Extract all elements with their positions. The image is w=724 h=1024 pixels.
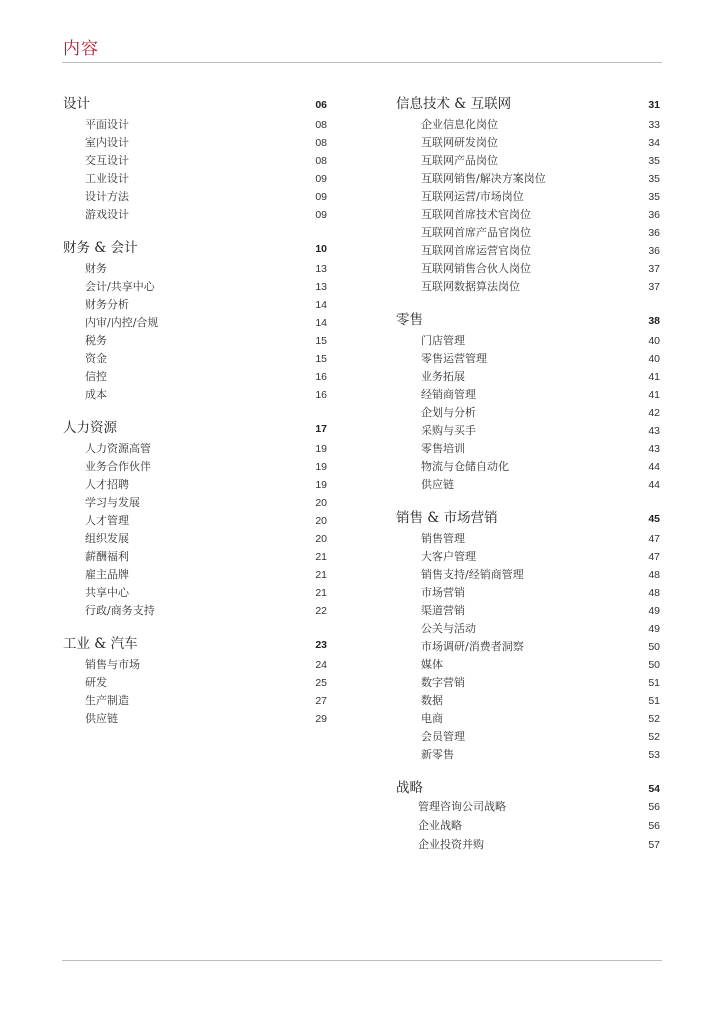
toc-section bbox=[396, 92, 660, 296]
page-title: 内容 bbox=[63, 39, 99, 59]
entry-page-number: 08 bbox=[315, 119, 327, 131]
entry-label: 室内设计 bbox=[85, 136, 129, 149]
entry-label: 人力资源高管 bbox=[85, 442, 151, 455]
entry-label: 数字营销 bbox=[421, 676, 465, 689]
toc-section bbox=[396, 308, 660, 494]
entry-label: 电商 bbox=[421, 712, 443, 725]
toc-left-column bbox=[63, 92, 327, 740]
toc-entry[interactable] bbox=[396, 548, 660, 566]
entry-label: 互联网数据算法岗位 bbox=[421, 280, 520, 293]
toc-entry[interactable] bbox=[63, 656, 327, 674]
toc-section bbox=[396, 776, 660, 855]
entry-page-number: 50 bbox=[648, 659, 660, 671]
entry-page-number: 40 bbox=[648, 335, 660, 347]
entry-page-number: 33 bbox=[648, 119, 660, 131]
entry-label: 互联网销售合伙人岗位 bbox=[421, 262, 531, 275]
toc-entry[interactable] bbox=[396, 152, 660, 170]
entry-page-number: 35 bbox=[648, 155, 660, 167]
section-page-number: 38 bbox=[648, 315, 660, 327]
toc-entry[interactable] bbox=[63, 278, 327, 296]
entry-page-number: 08 bbox=[315, 137, 327, 149]
entry-label: 渠道营销 bbox=[421, 604, 465, 617]
entry-page-number: 34 bbox=[648, 137, 660, 149]
entry-label: 互联网研发岗位 bbox=[421, 136, 498, 149]
toc-entry[interactable] bbox=[63, 296, 327, 314]
entry-label: 企业信息化岗位 bbox=[421, 118, 498, 131]
entry-page-number: 37 bbox=[648, 281, 660, 293]
section-heading[interactable] bbox=[63, 92, 327, 114]
toc-entry[interactable] bbox=[63, 188, 327, 206]
entry-label: 公关与活动 bbox=[421, 622, 476, 635]
entry-label: 交互设计 bbox=[85, 154, 129, 167]
entry-page-number: 20 bbox=[315, 515, 327, 527]
entry-page-number: 20 bbox=[315, 533, 327, 545]
entry-label: 市场营销 bbox=[421, 586, 465, 599]
entry-page-number: 52 bbox=[648, 731, 660, 743]
toc-entry[interactable] bbox=[396, 188, 660, 206]
entry-label: 互联网首席技术官岗位 bbox=[421, 208, 531, 221]
entry-page-number: 48 bbox=[648, 587, 660, 599]
toc-entry[interactable] bbox=[63, 368, 327, 386]
entry-label: 会计/共享中心 bbox=[85, 280, 155, 293]
entry-page-number: 21 bbox=[315, 569, 327, 581]
section-title: 信息技术 & 互联网 bbox=[396, 96, 512, 112]
entry-page-number: 36 bbox=[648, 227, 660, 239]
section-page-number: 31 bbox=[648, 99, 660, 111]
section-title: 零售 bbox=[396, 312, 423, 328]
entry-page-number: 09 bbox=[315, 173, 327, 185]
entry-label: 互联网销售/解决方案岗位 bbox=[421, 172, 546, 185]
toc-entry[interactable] bbox=[396, 260, 660, 278]
entry-label: 业务合作伙伴 bbox=[85, 460, 151, 473]
toc-entry[interactable] bbox=[63, 692, 327, 710]
toc-entry[interactable] bbox=[63, 530, 327, 548]
entry-label: 成本 bbox=[85, 388, 107, 401]
entry-label: 新零售 bbox=[421, 748, 454, 761]
entry-page-number: 15 bbox=[315, 353, 327, 365]
toc-entry[interactable] bbox=[396, 368, 660, 386]
entry-label: 媒体 bbox=[421, 658, 443, 671]
toc-entry[interactable] bbox=[396, 836, 660, 855]
entry-page-number: 27 bbox=[315, 695, 327, 707]
toc-entry[interactable] bbox=[63, 332, 327, 350]
footer-divider bbox=[62, 960, 662, 961]
toc-entry[interactable] bbox=[63, 152, 327, 170]
entry-label: 企业投资并购 bbox=[418, 838, 484, 851]
section-title: 财务 & 会计 bbox=[63, 240, 138, 256]
entry-page-number: 21 bbox=[315, 587, 327, 599]
toc-entry[interactable] bbox=[396, 692, 660, 710]
entry-label: 税务 bbox=[85, 334, 107, 347]
entry-page-number: 16 bbox=[315, 371, 327, 383]
entry-label: 平面设计 bbox=[85, 118, 129, 131]
toc-entry[interactable] bbox=[396, 710, 660, 728]
entry-label: 企划与分析 bbox=[421, 406, 476, 419]
section-heading[interactable] bbox=[396, 308, 660, 330]
entry-label: 采购与买手 bbox=[421, 424, 476, 437]
toc-section bbox=[63, 632, 327, 728]
entry-page-number: 51 bbox=[648, 677, 660, 689]
section-heading[interactable] bbox=[396, 92, 660, 114]
entry-label: 薪酬福利 bbox=[85, 550, 129, 563]
entry-page-number: 48 bbox=[648, 569, 660, 581]
entry-page-number: 15 bbox=[315, 335, 327, 347]
entry-label: 销售管理 bbox=[421, 532, 465, 545]
entry-page-number: 43 bbox=[648, 443, 660, 455]
toc-entry[interactable] bbox=[396, 404, 660, 422]
toc-entry[interactable] bbox=[396, 798, 660, 817]
toc-section bbox=[396, 506, 660, 764]
toc-entry[interactable] bbox=[396, 278, 660, 296]
section-title: 销售 & 市场营销 bbox=[396, 510, 498, 526]
section-title: 设计 bbox=[63, 96, 90, 112]
toc-entry[interactable] bbox=[63, 350, 327, 368]
entry-page-number: 36 bbox=[648, 209, 660, 221]
toc-entry[interactable] bbox=[396, 746, 660, 764]
entry-label: 销售支持/经销商管理 bbox=[421, 568, 524, 581]
toc-entry[interactable] bbox=[63, 548, 327, 566]
toc-entry[interactable] bbox=[63, 710, 327, 728]
entry-label: 互联网运营/市场岗位 bbox=[421, 190, 524, 203]
entry-page-number: 44 bbox=[648, 461, 660, 473]
entry-label: 零售运营管理 bbox=[421, 352, 487, 365]
entry-label: 共享中心 bbox=[85, 586, 129, 599]
toc-entry[interactable] bbox=[63, 206, 327, 224]
section-page-number: 06 bbox=[315, 99, 327, 111]
toc-entry[interactable] bbox=[63, 386, 327, 404]
entry-label: 财务 bbox=[85, 262, 107, 275]
toc-entry[interactable] bbox=[396, 728, 660, 746]
entry-label: 游戏设计 bbox=[85, 208, 129, 221]
section-page-number: 10 bbox=[315, 243, 327, 255]
toc-entry[interactable] bbox=[63, 674, 327, 692]
toc-entry[interactable] bbox=[396, 638, 660, 656]
entry-page-number: 19 bbox=[315, 479, 327, 491]
entry-label: 互联网首席运营官岗位 bbox=[421, 244, 531, 257]
toc-entry[interactable] bbox=[396, 458, 660, 476]
toc-entry[interactable] bbox=[396, 332, 660, 350]
toc-entry[interactable] bbox=[63, 170, 327, 188]
toc-entry[interactable] bbox=[63, 440, 327, 458]
entry-page-number: 24 bbox=[315, 659, 327, 671]
section-heading[interactable] bbox=[63, 236, 327, 258]
section-title: 工业 & 汽车 bbox=[63, 636, 138, 652]
entry-page-number: 09 bbox=[315, 191, 327, 203]
toc-entry[interactable] bbox=[396, 206, 660, 224]
toc-entry[interactable] bbox=[63, 584, 327, 602]
toc-entry[interactable] bbox=[396, 602, 660, 620]
toc-right-column bbox=[396, 92, 660, 867]
toc-entry[interactable] bbox=[63, 602, 327, 620]
entry-page-number: 40 bbox=[648, 353, 660, 365]
toc-entry[interactable] bbox=[396, 422, 660, 440]
entry-page-number: 51 bbox=[648, 695, 660, 707]
toc-entry[interactable] bbox=[63, 116, 327, 134]
section-heading[interactable] bbox=[63, 632, 327, 654]
toc-entry[interactable] bbox=[63, 494, 327, 512]
entry-page-number: 16 bbox=[315, 389, 327, 401]
section-page-number: 45 bbox=[648, 513, 660, 525]
entry-label: 资金 bbox=[85, 352, 107, 365]
entry-label: 大客户管理 bbox=[421, 550, 476, 563]
entry-page-number: 29 bbox=[315, 713, 327, 725]
entry-page-number: 47 bbox=[648, 533, 660, 545]
section-heading[interactable] bbox=[396, 506, 660, 528]
entry-page-number: 09 bbox=[315, 209, 327, 221]
entry-page-number: 47 bbox=[648, 551, 660, 563]
entry-page-number: 35 bbox=[648, 173, 660, 185]
toc-entry[interactable] bbox=[63, 512, 327, 530]
entry-label: 业务拓展 bbox=[421, 370, 465, 383]
entry-label: 组织发展 bbox=[85, 532, 129, 545]
section-title: 人力资源 bbox=[63, 420, 117, 436]
entry-label: 销售与市场 bbox=[85, 658, 140, 671]
entry-label: 信控 bbox=[85, 370, 107, 383]
toc-entry[interactable] bbox=[396, 656, 660, 674]
entry-page-number: 19 bbox=[315, 443, 327, 455]
toc-entry[interactable] bbox=[396, 134, 660, 152]
entry-page-number: 14 bbox=[315, 317, 327, 329]
toc-entry[interactable] bbox=[396, 242, 660, 260]
toc-entry[interactable] bbox=[396, 224, 660, 242]
toc-entry[interactable] bbox=[396, 674, 660, 692]
section-heading[interactable] bbox=[63, 416, 327, 438]
entry-label: 财务分析 bbox=[85, 298, 129, 311]
entry-page-number: 42 bbox=[648, 407, 660, 419]
entry-page-number: 56 bbox=[648, 801, 660, 813]
toc-entry[interactable] bbox=[396, 350, 660, 368]
entry-page-number: 21 bbox=[315, 551, 327, 563]
entry-label: 学习与发展 bbox=[85, 496, 140, 509]
toc-entry[interactable] bbox=[63, 566, 327, 584]
toc-entry[interactable] bbox=[63, 476, 327, 494]
entry-page-number: 08 bbox=[315, 155, 327, 167]
toc-section bbox=[63, 416, 327, 620]
entry-page-number: 43 bbox=[648, 425, 660, 437]
section-page-number: 17 bbox=[315, 423, 327, 435]
entry-label: 人才管理 bbox=[85, 514, 129, 527]
entry-label: 市场调研/消费者洞察 bbox=[421, 640, 524, 653]
toc-entry[interactable] bbox=[396, 386, 660, 404]
toc-entry[interactable] bbox=[396, 620, 660, 638]
toc-entry[interactable] bbox=[63, 458, 327, 476]
entry-label: 零售培训 bbox=[421, 442, 465, 455]
entry-label: 经销商管理 bbox=[421, 388, 476, 401]
entry-page-number: 13 bbox=[315, 281, 327, 293]
entry-label: 物流与仓储自动化 bbox=[421, 460, 509, 473]
entry-page-number: 57 bbox=[648, 839, 660, 851]
entry-page-number: 37 bbox=[648, 263, 660, 275]
toc-entry[interactable] bbox=[63, 260, 327, 278]
toc-section bbox=[63, 236, 327, 404]
entry-page-number: 25 bbox=[315, 677, 327, 689]
entry-label: 雇主品牌 bbox=[85, 568, 129, 581]
toc-entry[interactable] bbox=[396, 440, 660, 458]
section-page-number: 23 bbox=[315, 639, 327, 651]
entry-page-number: 22 bbox=[315, 605, 327, 617]
entry-page-number: 35 bbox=[648, 191, 660, 203]
entry-page-number: 49 bbox=[648, 605, 660, 617]
entry-page-number: 53 bbox=[648, 749, 660, 761]
entry-page-number: 49 bbox=[648, 623, 660, 635]
section-heading[interactable] bbox=[396, 776, 660, 798]
entry-page-number: 13 bbox=[315, 263, 327, 275]
entry-label: 互联网首席产品官岗位 bbox=[421, 226, 531, 239]
entry-page-number: 56 bbox=[648, 820, 660, 832]
toc-entry[interactable] bbox=[396, 584, 660, 602]
entry-page-number: 52 bbox=[648, 713, 660, 725]
entry-page-number: 14 bbox=[315, 299, 327, 311]
entry-label: 内审/内控/合规 bbox=[85, 316, 159, 329]
entry-page-number: 20 bbox=[315, 497, 327, 509]
entry-label: 研发 bbox=[85, 676, 107, 689]
entry-label: 管理咨询公司战略 bbox=[418, 800, 506, 813]
section-title: 战略 bbox=[396, 780, 423, 796]
entry-page-number: 41 bbox=[648, 389, 660, 401]
toc-entry[interactable] bbox=[63, 134, 327, 152]
entry-label: 供应链 bbox=[85, 712, 118, 725]
entry-label: 企业战略 bbox=[418, 819, 462, 832]
entry-label: 行政/商务支持 bbox=[85, 604, 155, 617]
entry-label: 供应链 bbox=[421, 478, 454, 491]
toc-entry[interactable] bbox=[396, 476, 660, 494]
entry-label: 会员管理 bbox=[421, 730, 465, 743]
toc-entry[interactable] bbox=[396, 530, 660, 548]
entry-page-number: 50 bbox=[648, 641, 660, 653]
toc-entry[interactable] bbox=[63, 314, 327, 332]
toc-entry[interactable] bbox=[396, 170, 660, 188]
header-divider bbox=[62, 62, 662, 63]
entry-label: 人才招聘 bbox=[85, 478, 129, 491]
entry-label: 数据 bbox=[421, 694, 443, 707]
toc-section bbox=[63, 92, 327, 224]
section-page-number: 54 bbox=[648, 783, 660, 795]
entry-label: 设计方法 bbox=[85, 190, 129, 203]
entry-label: 互联网产品岗位 bbox=[421, 154, 498, 167]
toc-entry[interactable] bbox=[396, 566, 660, 584]
entry-page-number: 44 bbox=[648, 479, 660, 491]
entry-page-number: 19 bbox=[315, 461, 327, 473]
toc-entry[interactable] bbox=[396, 116, 660, 134]
entry-page-number: 41 bbox=[648, 371, 660, 383]
toc-entry[interactable] bbox=[396, 817, 660, 836]
entry-label: 门店管理 bbox=[421, 334, 465, 347]
entry-label: 工业设计 bbox=[85, 172, 129, 185]
entry-page-number: 36 bbox=[648, 245, 660, 257]
entry-label: 生产制造 bbox=[85, 694, 129, 707]
